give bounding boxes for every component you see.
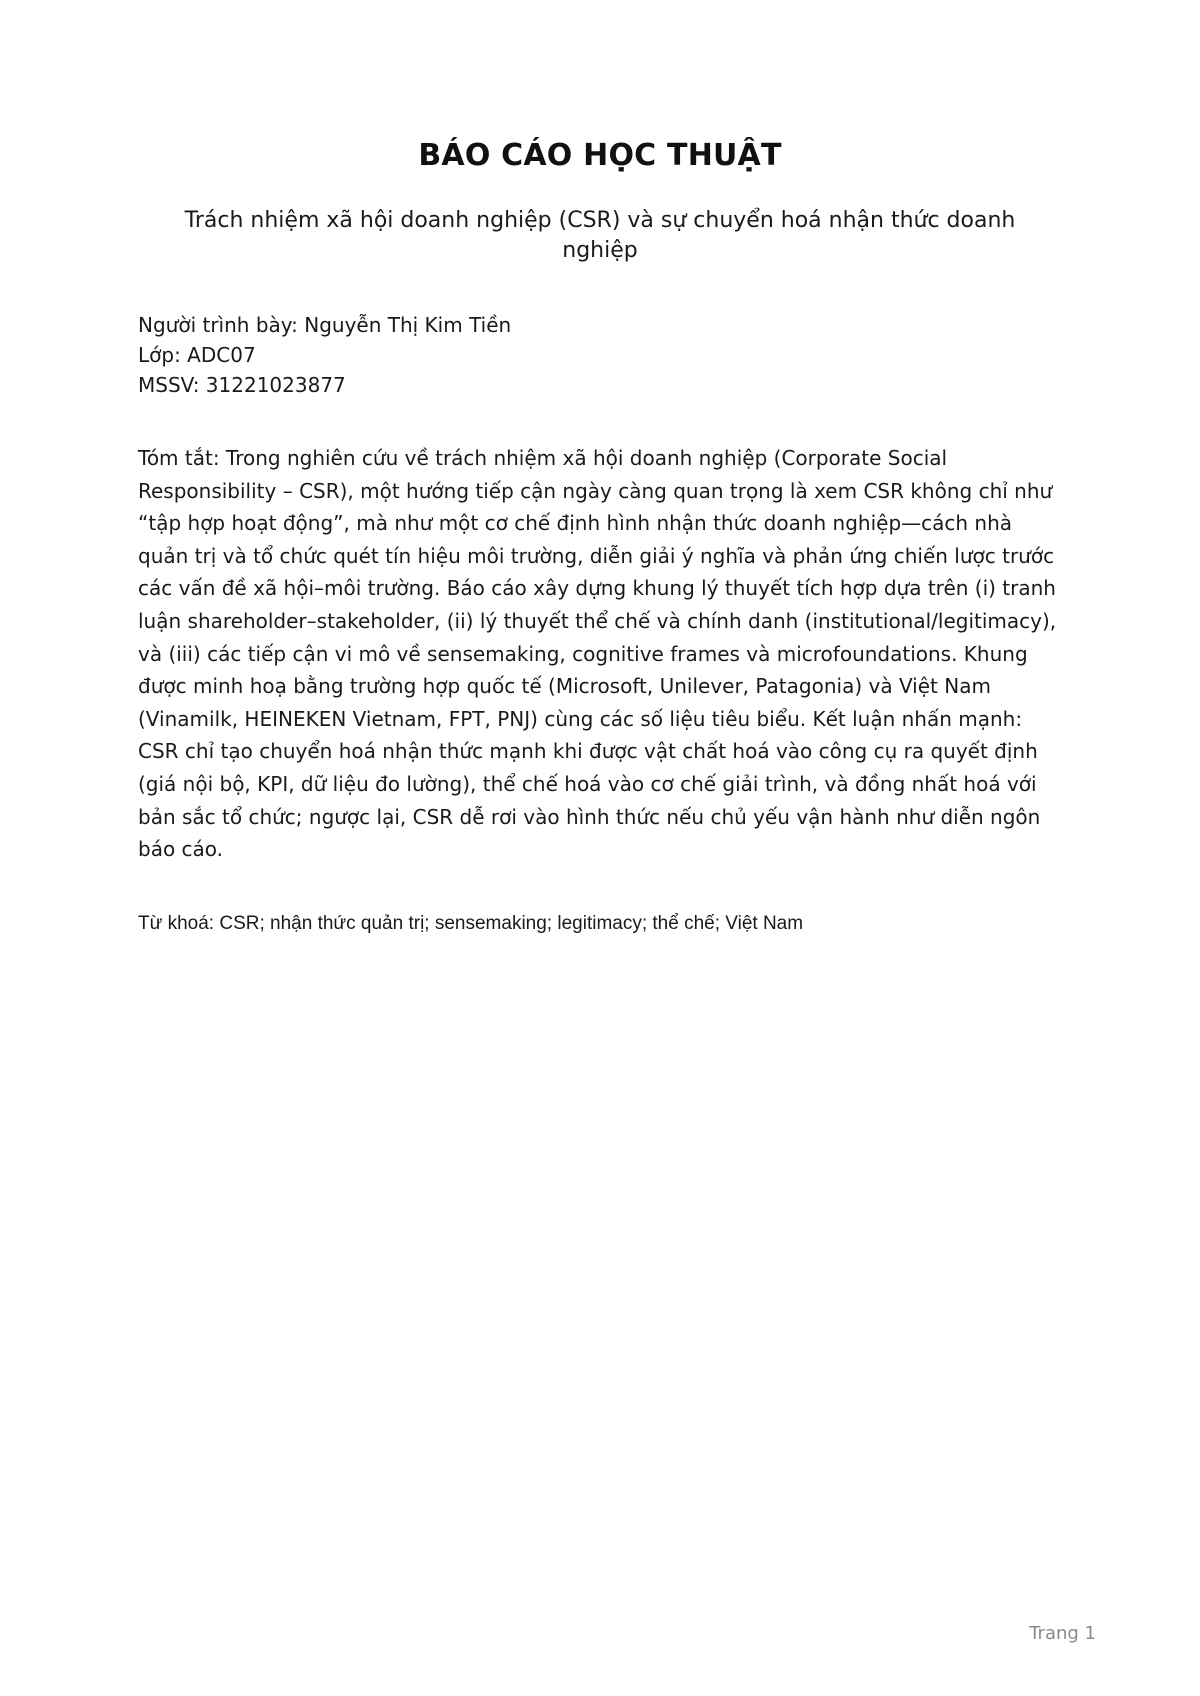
keywords-line: Từ khoá: CSR; nhận thức quản trị; sensemaking; legitimacy; thể chế; Việt Nam <box>138 913 804 934</box>
page-number: Trang 1 <box>1029 1623 1096 1644</box>
class-line: Lớp: ADC07 <box>138 343 256 367</box>
abstract-paragraph: Tóm tắt: Trong nghiên cứu về trách nhiệm xã hội doanh nghiệp (Corporate Social Responsibility – CSR), một hướng tiếp cận ngày càng quan trọng là xem CSR không chỉ như “tập hợp hoạt động”, mà như một cơ chế định hình nhận thức doanh nghiệp—cách nhà quản trị và tổ chức quét tín hiệu môi trường, diễn giải ý nghĩa và phản ứng chiến lược trước các vấn đề xã hội–môi trường. Báo cáo xây dựng khung lý thuyết tích hợp dựa trên (i) tranh luận shareholder–stakeholder, (ii) lý thuyết thể chế và chính danh (institutional/legitimacy), và (iii) các tiếp cận vi mô về sensemaking, cognitive frames và microfoundations. Khung được minh hoạ bằng trường hợp quốc tế (Microsoft, Unilever, Patagonia) và Việt Nam (Vinamilk, HEINEKEN Vietnam, FPT, PNJ) cùng các số liệu tiêu biểu. Kết luận nhấn mạnh: CSR chỉ tạo chuyển hoá nhận thức mạnh khi được vật chất hoá vào công cụ ra quyết định (giá nội bộ, KPI, dữ liệu đo lường), thể chế hoá vào cơ chế giải trình, và đồng nhất hoá với bản sắc tổ chức; ngược lại, CSR dễ rơi vào hình thức nếu chủ yếu vận hành như diễn ngôn báo cáo. <box>138 446 1057 862</box>
author-info <box>138 310 1068 400</box>
report-title: BÁO CÁO HỌC THUẬT <box>418 138 782 173</box>
student-id-line: MSSV: 31221023877 <box>138 373 346 397</box>
report-subtitle: Trách nhiệm xã hội doanh nghiệp (CSR) và sự chuyển hoá nhận thức doanh nghiệp <box>184 208 1016 263</box>
presenter-line: Người trình bày: Nguyễn Thị Kim Tiền <box>138 313 512 337</box>
